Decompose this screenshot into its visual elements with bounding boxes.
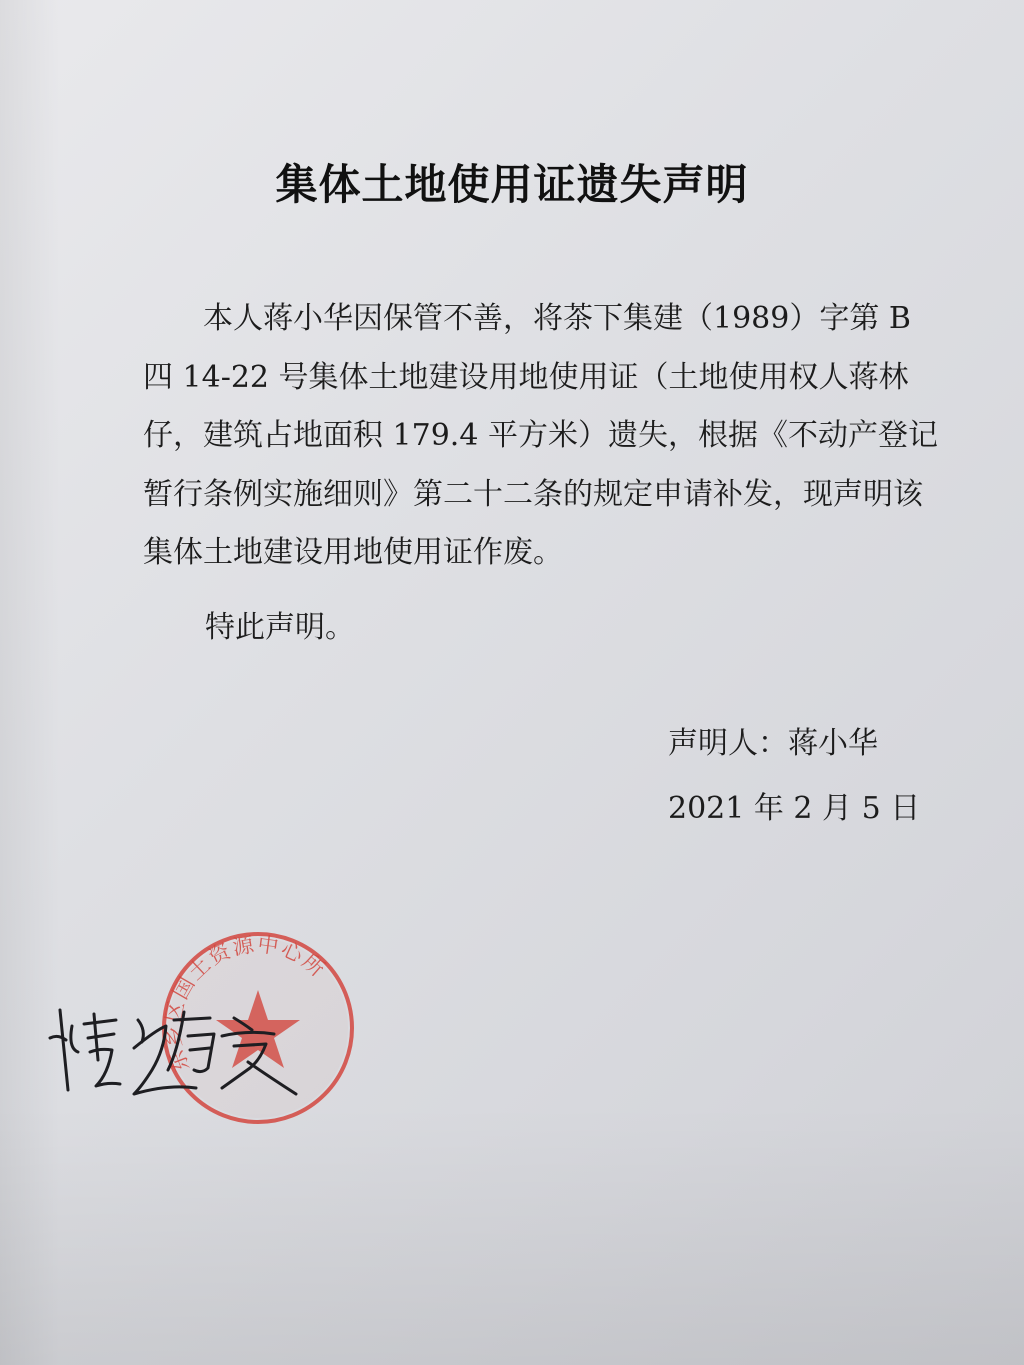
declaration-date: 2021 年 2 月 5 日 (668, 791, 921, 826)
declarant-line: 声明人：蒋小华 (668, 726, 878, 761)
document-title: 集体土地使用证遗失声明 (275, 160, 749, 209)
handwritten-signature (38, 990, 338, 1110)
closing-statement: 特此声明。 (205, 610, 355, 645)
page-shadow-bottom (0, 1105, 1024, 1365)
seal-text: 东乡区国土资源中心所 (160, 932, 331, 1076)
document-body (143, 290, 943, 583)
body-paragraph: 本人蒋小华因保管不善，将茶下集建（1989）字第 B 四 14-22 号集体土地建设用地使用证（土地使用权人蒋林仔，建筑占地面积 179.4 平方米）遗失，根据《不动产登记暂行条例实施细则》第二十二条的规定申请补发，现声明该集体土地建设用地使用证作废。 (143, 301, 938, 570)
